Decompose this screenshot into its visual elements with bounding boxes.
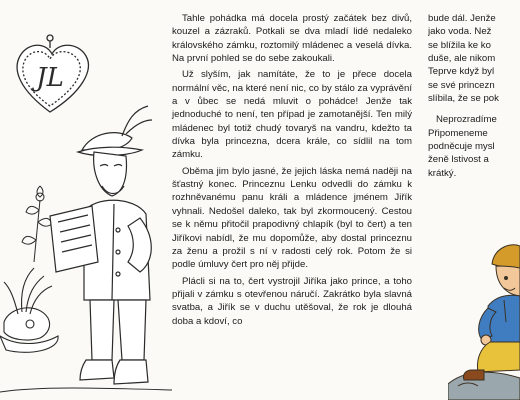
- next-page-line: bude dál. Jenže: [428, 13, 496, 24]
- next-page-text-column: [428, 12, 520, 180]
- story-paragraph-2: Už slyším, jak namítáte, že to je přece docela normální věc, na které není nic, co by stálo za vyprávění a v ůbec se nedá mluvit o pohádce! Jenže tak jednoduché to není, ten případ je zamotanější. Ten milý mládenec byl totiž chudý tovaryš na vandru, kdežto ta dívka byla princezna, dcera krále, co sídlil na tom zámku.: [172, 69, 412, 161]
- story-paragraph-4: Plácli si na to, čert vystrojil Jiříka jako prince, a toho přijali v zámku s otevřenou náručí. Zakrátko byla slavná svatba, a Jiřík se v duchu utěšoval, že rok je dlouhá doba a kdoví, co: [172, 275, 412, 327]
- next-page-line: se své princezn: [428, 79, 495, 91]
- story-text-column: [172, 12, 412, 331]
- next-page-line: duše, ale nikom: [428, 53, 496, 65]
- illustration-left: [0, 0, 172, 400]
- story-paragraph-1: Tahle pohádka má docela prostý začátek bez divů, kouzel a zázraků. Potkali se dva mladí lidé nedaleko královského zámku, roztomilý mládenec a veselá dívka. Na první pohled se do sebe zakoukali.: [172, 13, 412, 65]
- next-page-line: jako voda. Než: [428, 26, 492, 38]
- next-page-line: se blížila ke ko: [428, 39, 491, 51]
- feathered-hat: [0, 268, 58, 352]
- traveler-figure: [50, 106, 152, 384]
- story-paragraph-3: Oběma jim bylo jasné, že jejich láska nemá naději na šťastný konec. Princeznu Lenku odvedli do zámku k rozhněvanému panu králi a mládence jménem Jiřík vyhnali. Nedošel daleko, tak byl zkormoucený. Cestou se k němu přitočil prapodivný chlapík (byl to čert) a ten Jiříkovi nabídl, že mu dopomůže, aby dostal princeznu za ženu a prožil s ní v radosti celý rok. Potom že si podle úmluvy čert pro něj přijde.: [172, 165, 412, 271]
- next-page-line: slíbila, že se pok: [428, 93, 499, 105]
- next-page-line: Neprozradíme: [436, 114, 497, 126]
- seated-boy-figure: [448, 245, 520, 400]
- next-page-line: Připomeneme: [428, 127, 488, 139]
- next-page-line: krátký.: [428, 167, 457, 179]
- next-page-line: podněcuje mysl: [428, 141, 495, 153]
- ground-line: [0, 388, 172, 392]
- flower-sprig: [22, 186, 52, 262]
- next-page-line: Teprve když byl: [428, 66, 495, 78]
- next-page-line: ženě lstivost a: [428, 154, 489, 166]
- heart-monogram: JL: [36, 63, 64, 93]
- illustration-right: [448, 222, 520, 400]
